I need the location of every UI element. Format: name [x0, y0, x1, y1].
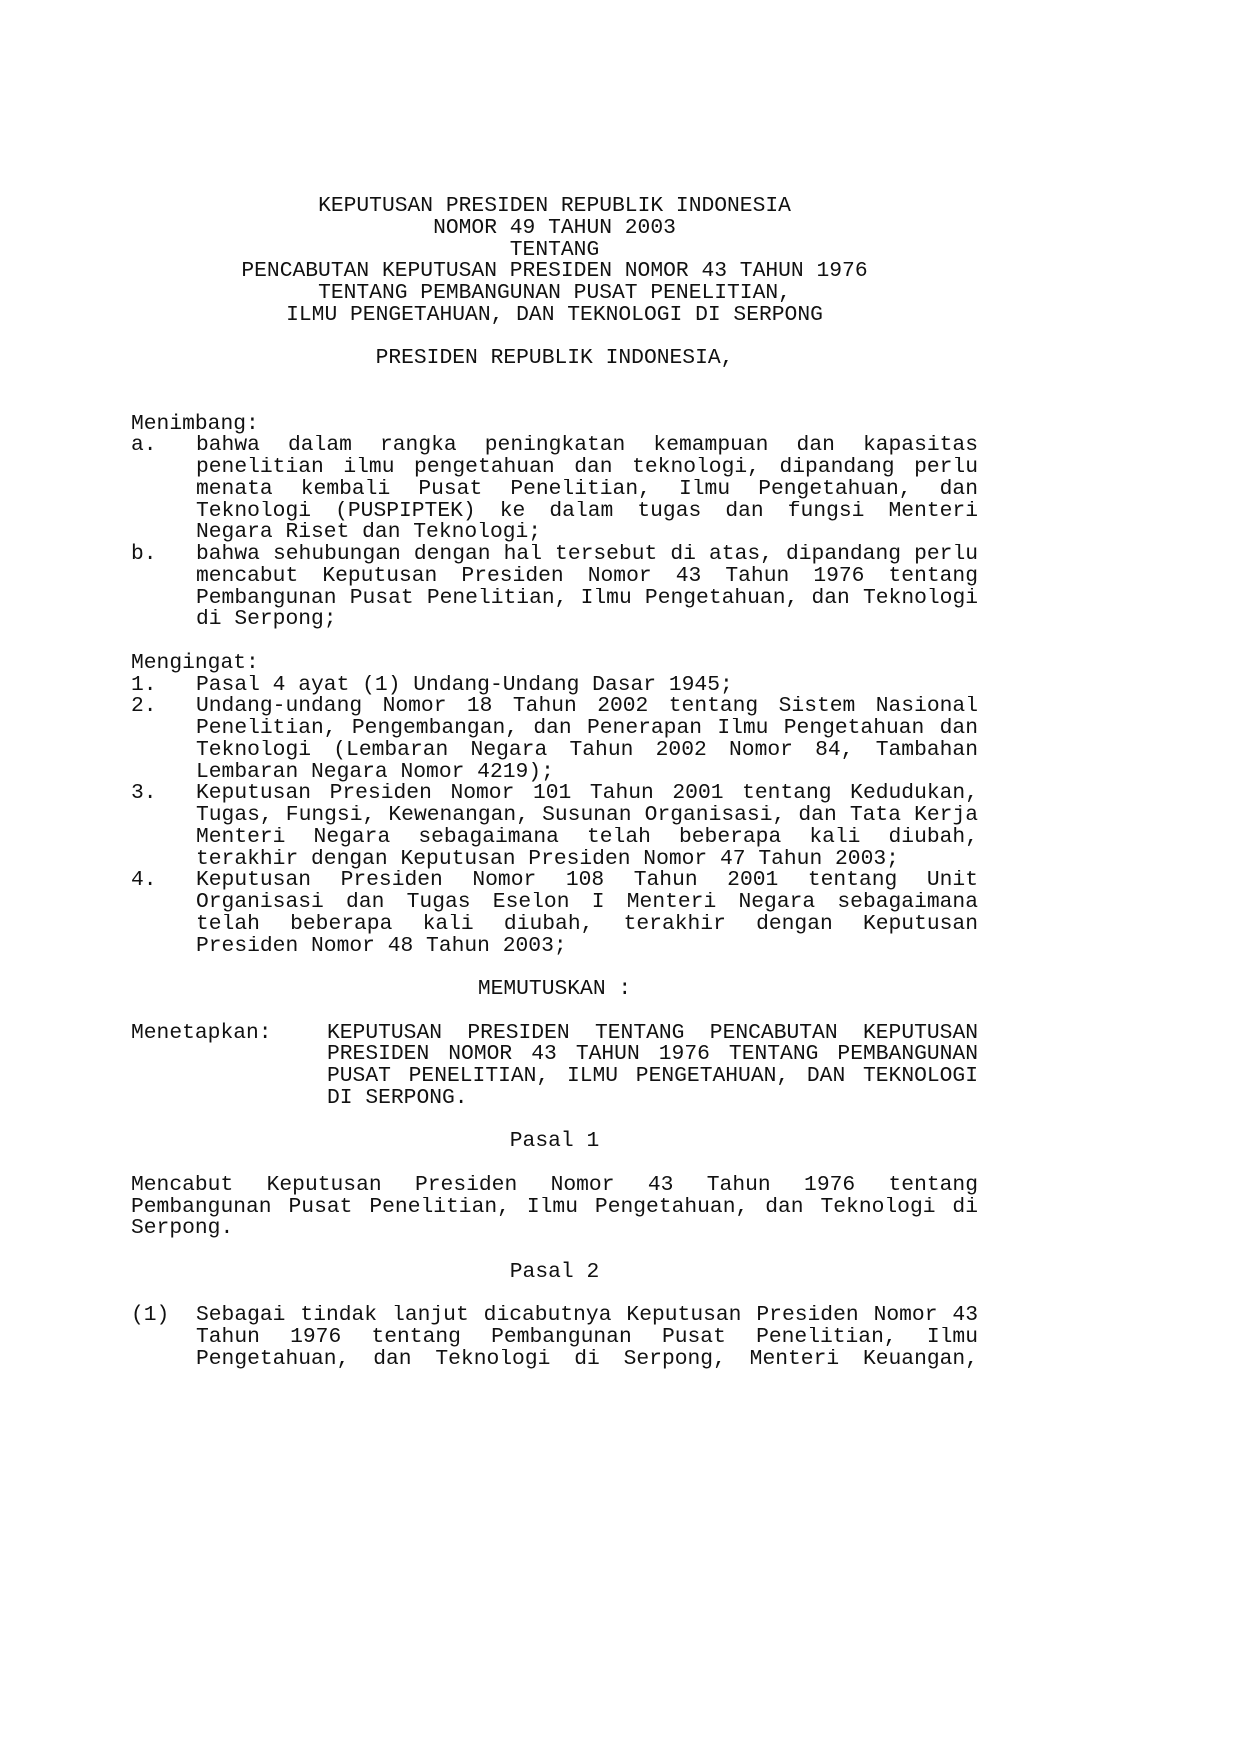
list-item-text: Penelitian, Pengembangan, dan Penerapan Ilmu Pengetahuan dan [196, 718, 978, 740]
pasal-1-text: Mencabut Keputusan Presiden Nomor 43 Tahun 1976 tentang [131, 1174, 978, 1197]
list-item-text: Pembangunan Pusat Penelitian, Ilmu Pengetahuan, dan Teknologi [196, 587, 978, 610]
pasal-1-line [131, 1218, 978, 1240]
list-item-line [131, 740, 978, 762]
pasal-1-text: Serpong. [131, 1218, 234, 1240]
list-item-line [131, 566, 978, 588]
list-item-line [131, 783, 978, 805]
menetapkan-label: Menetapkan: [131, 1020, 272, 1045]
pasal-2-title: Pasal 2 [509, 1259, 600, 1284]
pasal-1-title: Pasal 1 [509, 1129, 600, 1154]
document-title-line: NOMOR 49 TAHUN 2003 [433, 215, 676, 240]
document-title-line: KEPUTUSAN PRESIDEN REPUBLIK INDONESIA [318, 194, 791, 218]
blank-line [131, 392, 978, 414]
menimbang-label: Menimbang: [131, 411, 259, 436]
document-title-line: TENTANG [509, 237, 600, 262]
list-item-text: Teknologi (Lembaran Negara Tahun 2002 Nomor 84, Tambahan [196, 739, 978, 762]
document-title-line: ILMU PENGETAHUAN, DAN TEKNOLOGI DI SERPONG [286, 302, 823, 327]
list-item-line [131, 672, 978, 697]
list-item-text: Pasal 4 ayat (1) Undang-Undang Dasar 1945; [196, 674, 733, 697]
menetapkan-line [131, 1020, 978, 1045]
list-marker: (1) [131, 1303, 170, 1328]
mengingat-label: Mengingat: [131, 650, 259, 675]
list-item-line [131, 696, 978, 718]
menetapkan-line [131, 1088, 978, 1110]
list-item-text: Teknologi (PUSPIPTEK) ke dalam tugas dan fungsi Menteri [196, 500, 978, 523]
list-item-line [131, 588, 978, 610]
blank-line [131, 1284, 978, 1306]
list-item-line [131, 435, 978, 457]
list-item-text: telah beberapa kali diubah, terakhir dengan Keputusan [196, 913, 978, 936]
menetapkan-text: PRESIDEN NOMOR 43 TAHUN 1976 TENTANG PEMBANGUNAN [327, 1044, 978, 1066]
list-item-line [131, 805, 978, 827]
list-item-text: Negara Riset dan Teknologi; [196, 522, 542, 544]
menetapkan-line [131, 1044, 978, 1066]
list-item-line [131, 849, 978, 871]
list-item-line [131, 501, 978, 523]
list-item-line [131, 1305, 978, 1327]
list-item-text: Keputusan Presiden Nomor 108 Tahun 2001 tentang Unit [196, 870, 978, 892]
menetapkan-text: PUSAT PENELITIAN, ILMU PENGETAHUAN, DAN TEKNOLOGI [327, 1066, 978, 1088]
menetapkan-text: KEPUTUSAN PRESIDEN TENTANG PENCABUTAN KEPUTUSAN [327, 1022, 978, 1045]
list-item-text: Organisasi dan Tugas Eselon I Menteri Negara sebagaimana [196, 892, 978, 914]
list-marker: b. [131, 542, 157, 566]
list-item-text: Pengetahuan, dan Teknologi di Serpong, Menteri Keuangan, [196, 1348, 978, 1371]
document-title-line: PENCABUTAN KEPUTUSAN PRESIDEN NOMOR 43 TAHUN 1976 [241, 259, 868, 284]
list-item-line [131, 936, 978, 958]
list-item-line [131, 914, 978, 936]
pasal-1-text: Pembangunan Pusat Penelitian, Ilmu Pengetahuan, dan Teknologi di [131, 1196, 978, 1219]
list-item-line [131, 827, 978, 849]
list-marker: a. [131, 433, 157, 458]
list-item-line [131, 1327, 978, 1349]
list-item-line [131, 522, 978, 544]
list-marker: 3. [131, 781, 157, 806]
list-item-text: Tugas, Fungsi, Kewenangan, Susunan Organisasi, dan Tata Kerja [196, 805, 978, 827]
menetapkan-line [131, 1066, 978, 1088]
list-item-text: Tahun 1976 tentang Pembangunan Pusat Penelitian, Ilmu [196, 1327, 978, 1349]
list-item-line [131, 718, 978, 740]
list-item-text: bahwa sehubungan dengan hal tersebut di atas, dipandang perlu [196, 544, 978, 566]
list-item-line [131, 544, 978, 566]
blank-line [131, 1153, 978, 1175]
list-item-text: Presiden Nomor 48 Tahun 2003; [196, 935, 567, 958]
list-item-text: penelitian ilmu pengetahuan dan teknologi, dipandang perlu [196, 457, 978, 479]
blank-line [131, 957, 978, 979]
list-marker: 1. [131, 672, 157, 697]
list-item-text: menata kembali Pusat Penelitian, Ilmu Pengetahuan, dan [196, 478, 978, 501]
list-item-text: Keputusan Presiden Nomor 101 Tahun 2001 tentang Kedudukan, [196, 783, 978, 805]
blank-line [131, 1240, 978, 1262]
blank-line [131, 1110, 978, 1132]
list-item-line [131, 479, 978, 501]
list-item-text: Undang-undang Nomor 18 Tahun 2002 tentang Sistem Nasional [196, 696, 978, 718]
list-item-line [131, 457, 978, 479]
list-item-text: Menteri Negara sebagaimana telah beberapa kali diubah, [196, 826, 978, 849]
list-item-line [131, 892, 978, 914]
list-marker: 4. [131, 868, 157, 893]
blank-line [131, 370, 978, 392]
list-item-line [131, 762, 978, 784]
list-item-line [131, 1349, 978, 1371]
list-item-text: mencabut Keputusan Presiden Nomor 43 Tahun 1976 tentang [196, 565, 978, 588]
list-item-line [131, 870, 978, 892]
blank-line [131, 327, 978, 349]
pasal-1-line [131, 1197, 978, 1219]
list-item-text: Sebagai tindak lanjut dicabutnya Keputusan Presiden Nomor 43 [196, 1305, 978, 1327]
document-title-line: TENTANG PEMBANGUNAN PUSAT PENELITIAN, [318, 281, 791, 305]
blank-line [131, 1001, 978, 1023]
blank-line [131, 631, 978, 653]
list-marker: 2. [131, 694, 157, 719]
document-page [131, 196, 978, 1371]
list-item-line [131, 609, 978, 631]
menetapkan-text: DI SERPONG. [327, 1087, 468, 1110]
heading: PRESIDEN REPUBLIK INDONESIA, [375, 346, 734, 371]
pasal-1-line [131, 1175, 978, 1197]
memutuskan-heading: MEMUTUSKAN : [477, 977, 632, 1001]
list-item-text: terakhir dengan Keputusan Presiden Nomor 47 Tahun 2003; [196, 848, 899, 871]
list-item-text: Lembaran Negara Nomor 4219); [196, 761, 554, 784]
list-item-text: di Serpong; [196, 609, 337, 631]
list-item-text: bahwa dalam rangka peningkatan kemampuan dan kapasitas [196, 435, 978, 457]
